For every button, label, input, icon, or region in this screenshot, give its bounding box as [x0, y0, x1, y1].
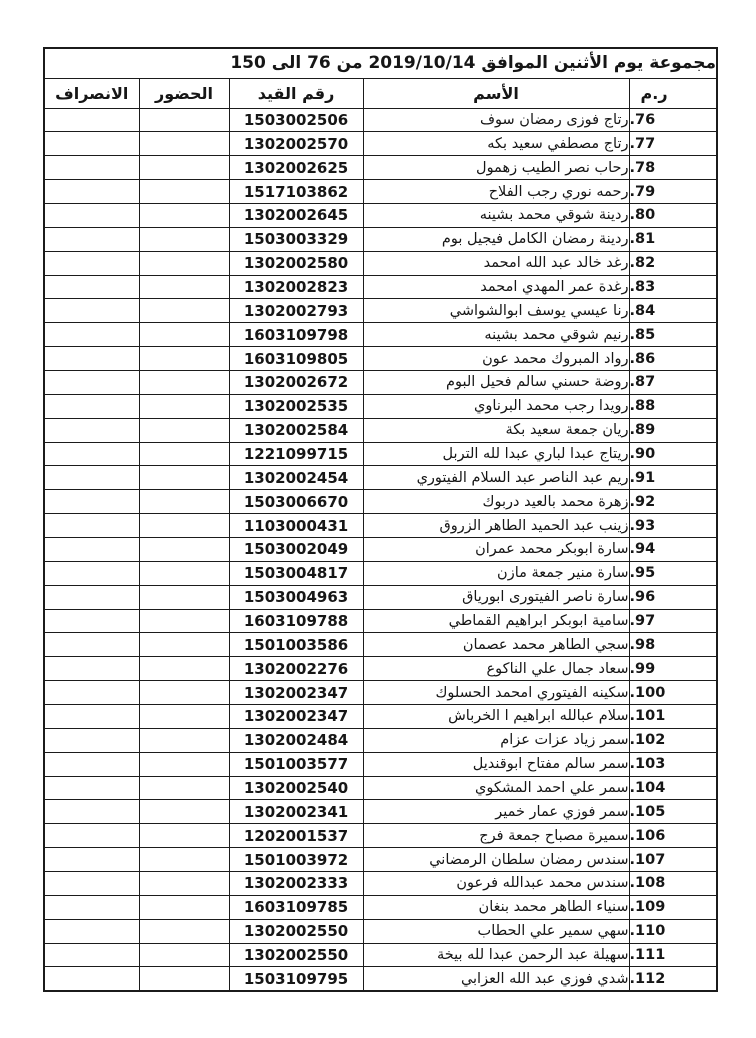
- row-serial-cell: 90.: [629, 442, 717, 466]
- row-attendance-cell: [139, 323, 229, 347]
- table-row: [44, 203, 717, 227]
- row-departure-cell: [44, 180, 139, 204]
- row-departure-cell: [44, 299, 139, 323]
- table-row: [44, 943, 717, 967]
- row-attendance-cell: [139, 132, 229, 156]
- row-attendance-cell: [139, 728, 229, 752]
- row-departure-cell: [44, 370, 139, 394]
- row-name-cell: سهي سمير علي الحطاب: [363, 919, 629, 943]
- row-regno-cell: 1603109805: [229, 347, 363, 371]
- row-name-cell: ريتاج عبدا لباري عبدا لله التربل: [363, 442, 629, 466]
- table-row: [44, 418, 717, 442]
- roster-body: [44, 108, 717, 991]
- row-name-cell: ردينة شوقي محمد بشينه: [363, 203, 629, 227]
- row-departure-cell: [44, 681, 139, 705]
- row-name-cell: سجي الطاهر محمد عصمان: [363, 633, 629, 657]
- row-attendance-cell: [139, 180, 229, 204]
- row-departure-cell: [44, 132, 139, 156]
- row-serial-cell: 112.: [629, 967, 717, 991]
- row-regno-cell: 1503004963: [229, 585, 363, 609]
- row-regno-cell: 1503006670: [229, 490, 363, 514]
- row-attendance-cell: [139, 633, 229, 657]
- row-regno-cell: 1603109798: [229, 323, 363, 347]
- row-attendance-cell: [139, 514, 229, 538]
- row-name-cell: زينب عبد الحميد الطاهر الزروق: [363, 514, 629, 538]
- row-name-cell: روضة حسني سالم فحيل البوم: [363, 370, 629, 394]
- table-row: [44, 585, 717, 609]
- row-regno-cell: 1302002276: [229, 657, 363, 681]
- row-serial-cell: 110.: [629, 919, 717, 943]
- row-regno-cell: 1501003577: [229, 752, 363, 776]
- row-attendance-cell: [139, 418, 229, 442]
- row-serial-cell: 85.: [629, 323, 717, 347]
- row-regno-cell: 1302002550: [229, 943, 363, 967]
- row-name-cell: رتاج فوزى رمضان سوف: [363, 108, 629, 132]
- row-name-cell: سندس محمد عبدالله فرعون: [363, 872, 629, 896]
- column-header-attendance: الحضور: [139, 78, 229, 108]
- row-departure-cell: [44, 418, 139, 442]
- table-row: [44, 776, 717, 800]
- row-regno-cell: 1302002535: [229, 394, 363, 418]
- row-attendance-cell: [139, 943, 229, 967]
- row-name-cell: زهرة محمد بالعيد دربوك: [363, 490, 629, 514]
- row-regno-cell: 1302002550: [229, 919, 363, 943]
- row-departure-cell: [44, 728, 139, 752]
- row-name-cell: سمر فوزي عمار خمير: [363, 800, 629, 824]
- row-attendance-cell: [139, 585, 229, 609]
- column-header-departure: الانصراف: [44, 78, 139, 108]
- row-serial-cell: 88.: [629, 394, 717, 418]
- row-departure-cell: [44, 585, 139, 609]
- row-name-cell: رغد خالد عبد الله امحمد: [363, 251, 629, 275]
- table-row: [44, 895, 717, 919]
- row-attendance-cell: [139, 872, 229, 896]
- row-serial-cell: 87.: [629, 370, 717, 394]
- row-departure-cell: [44, 800, 139, 824]
- table-row: [44, 227, 717, 251]
- table-row: [44, 370, 717, 394]
- row-attendance-cell: [139, 537, 229, 561]
- table-row: [44, 108, 717, 132]
- row-regno-cell: 1503109795: [229, 967, 363, 991]
- row-name-cell: رنيم شوقي محمد بشينه: [363, 323, 629, 347]
- row-regno-cell: 1603109785: [229, 895, 363, 919]
- table-row: [44, 156, 717, 180]
- row-regno-cell: 1302002584: [229, 418, 363, 442]
- row-departure-cell: [44, 919, 139, 943]
- row-serial-cell: 95.: [629, 561, 717, 585]
- row-serial-cell: 93.: [629, 514, 717, 538]
- row-departure-cell: [44, 967, 139, 991]
- row-name-cell: سارة ابوبكر محمد عمران: [363, 537, 629, 561]
- table-row: [44, 872, 717, 896]
- row-serial-cell: 108.: [629, 872, 717, 896]
- row-name-cell: رواد المبروك محمد عون: [363, 347, 629, 371]
- row-regno-cell: 1302002454: [229, 466, 363, 490]
- row-departure-cell: [44, 537, 139, 561]
- row-attendance-cell: [139, 800, 229, 824]
- row-name-cell: سلام عبالله ابراهيم ا الخرباش: [363, 704, 629, 728]
- column-header-regno: رقم القيد: [229, 78, 363, 108]
- row-serial-cell: 84.: [629, 299, 717, 323]
- row-attendance-cell: [139, 704, 229, 728]
- row-attendance-cell: [139, 275, 229, 299]
- table-title-row: [44, 48, 717, 78]
- row-name-cell: ردينة رمضان الكامل فيجيل بوم: [363, 227, 629, 251]
- row-attendance-cell: [139, 752, 229, 776]
- row-name-cell: ريم عبد الناصر عبد السلام الفيتوري: [363, 466, 629, 490]
- table-row: [44, 657, 717, 681]
- table-row: [44, 704, 717, 728]
- row-serial-cell: 79.: [629, 180, 717, 204]
- table-row: [44, 251, 717, 275]
- row-attendance-cell: [139, 370, 229, 394]
- row-attendance-cell: [139, 466, 229, 490]
- table-row: [44, 347, 717, 371]
- row-regno-cell: 1501003586: [229, 633, 363, 657]
- row-regno-cell: 1302002645: [229, 203, 363, 227]
- table-row: [44, 323, 717, 347]
- row-departure-cell: [44, 824, 139, 848]
- row-departure-cell: [44, 872, 139, 896]
- row-departure-cell: [44, 251, 139, 275]
- row-serial-cell: 100.: [629, 681, 717, 705]
- row-serial-cell: 91.: [629, 466, 717, 490]
- row-regno-cell: 1221099715: [229, 442, 363, 466]
- table-row: [44, 537, 717, 561]
- row-serial-cell: 107.: [629, 848, 717, 872]
- row-departure-cell: [44, 108, 139, 132]
- row-serial-cell: 94.: [629, 537, 717, 561]
- row-regno-cell: 1503003329: [229, 227, 363, 251]
- row-name-cell: سارة ناصر الفيتورى ابورياق: [363, 585, 629, 609]
- row-regno-cell: 1302002580: [229, 251, 363, 275]
- row-name-cell: رتاج مصطفي سعيد بكه: [363, 132, 629, 156]
- row-attendance-cell: [139, 442, 229, 466]
- row-name-cell: سميرة مصباح جمعة فرج: [363, 824, 629, 848]
- row-departure-cell: [44, 633, 139, 657]
- row-serial-cell: 101.: [629, 704, 717, 728]
- row-attendance-cell: [139, 347, 229, 371]
- row-attendance-cell: [139, 490, 229, 514]
- row-serial-cell: 76.: [629, 108, 717, 132]
- row-regno-cell: 1603109788: [229, 609, 363, 633]
- row-departure-cell: [44, 561, 139, 585]
- row-serial-cell: 81.: [629, 227, 717, 251]
- row-serial-cell: 99.: [629, 657, 717, 681]
- row-serial-cell: 80.: [629, 203, 717, 227]
- table-row: [44, 728, 717, 752]
- table-row: [44, 394, 717, 418]
- row-serial-cell: 78.: [629, 156, 717, 180]
- row-name-cell: رحمه نوري رجب الفلاح: [363, 180, 629, 204]
- row-departure-cell: [44, 156, 139, 180]
- row-serial-cell: 83.: [629, 275, 717, 299]
- row-departure-cell: [44, 895, 139, 919]
- row-departure-cell: [44, 466, 139, 490]
- attendance-roster-table: [43, 47, 718, 992]
- row-name-cell: سكينه الفيتوري امحمد الحسلوك: [363, 681, 629, 705]
- table-row: [44, 490, 717, 514]
- row-serial-cell: 77.: [629, 132, 717, 156]
- row-name-cell: سندس رمضان سلطان الرمضاني: [363, 848, 629, 872]
- table-row: [44, 561, 717, 585]
- row-departure-cell: [44, 514, 139, 538]
- row-regno-cell: 1503002506: [229, 108, 363, 132]
- row-attendance-cell: [139, 776, 229, 800]
- row-regno-cell: 1302002347: [229, 681, 363, 705]
- row-regno-cell: 1103000431: [229, 514, 363, 538]
- row-serial-cell: 104.: [629, 776, 717, 800]
- table-row: [44, 299, 717, 323]
- table-row: [44, 466, 717, 490]
- row-serial-cell: 86.: [629, 347, 717, 371]
- table-row: [44, 681, 717, 705]
- row-regno-cell: 1302002823: [229, 275, 363, 299]
- row-serial-cell: 98.: [629, 633, 717, 657]
- row-attendance-cell: [139, 156, 229, 180]
- row-serial-cell: 109.: [629, 895, 717, 919]
- row-regno-cell: 1302002347: [229, 704, 363, 728]
- row-serial-cell: 96.: [629, 585, 717, 609]
- row-departure-cell: [44, 347, 139, 371]
- table-row: [44, 800, 717, 824]
- row-regno-cell: 1302002540: [229, 776, 363, 800]
- table-row: [44, 848, 717, 872]
- table-row: [44, 752, 717, 776]
- row-regno-cell: 1501003972: [229, 848, 363, 872]
- row-departure-cell: [44, 704, 139, 728]
- row-serial-cell: 106.: [629, 824, 717, 848]
- row-departure-cell: [44, 609, 139, 633]
- row-attendance-cell: [139, 299, 229, 323]
- row-departure-cell: [44, 657, 139, 681]
- row-departure-cell: [44, 442, 139, 466]
- row-name-cell: رغدة عمر المهدي امحمد: [363, 275, 629, 299]
- row-regno-cell: 1302002484: [229, 728, 363, 752]
- row-attendance-cell: [139, 657, 229, 681]
- row-departure-cell: [44, 776, 139, 800]
- row-name-cell: سعاد جمال علي الناكوع: [363, 657, 629, 681]
- table-row: [44, 919, 717, 943]
- row-name-cell: سمر زياد عزات عزام: [363, 728, 629, 752]
- row-attendance-cell: [139, 227, 229, 251]
- row-regno-cell: 1302002625: [229, 156, 363, 180]
- table-row: [44, 180, 717, 204]
- row-attendance-cell: [139, 895, 229, 919]
- table-row: [44, 609, 717, 633]
- row-regno-cell: 1503002049: [229, 537, 363, 561]
- row-name-cell: رنا عيسي يوسف ابوالشواشي: [363, 299, 629, 323]
- row-name-cell: رويدا رجب محمد البرناوي: [363, 394, 629, 418]
- table-row: [44, 442, 717, 466]
- row-regno-cell: 1302002333: [229, 872, 363, 896]
- row-regno-cell: 1302002341: [229, 800, 363, 824]
- table-row: [44, 967, 717, 991]
- row-attendance-cell: [139, 681, 229, 705]
- row-departure-cell: [44, 323, 139, 347]
- row-regno-cell: 1302002570: [229, 132, 363, 156]
- row-departure-cell: [44, 394, 139, 418]
- row-attendance-cell: [139, 251, 229, 275]
- row-serial-cell: 105.: [629, 800, 717, 824]
- row-departure-cell: [44, 275, 139, 299]
- row-departure-cell: [44, 752, 139, 776]
- table-row: [44, 514, 717, 538]
- row-regno-cell: 1202001537: [229, 824, 363, 848]
- row-attendance-cell: [139, 108, 229, 132]
- row-attendance-cell: [139, 203, 229, 227]
- row-name-cell: سمر علي احمد المشكوي: [363, 776, 629, 800]
- row-attendance-cell: [139, 848, 229, 872]
- row-departure-cell: [44, 848, 139, 872]
- row-serial-cell: 97.: [629, 609, 717, 633]
- row-serial-cell: 103.: [629, 752, 717, 776]
- row-attendance-cell: [139, 609, 229, 633]
- row-serial-cell: 102.: [629, 728, 717, 752]
- row-regno-cell: 1302002672: [229, 370, 363, 394]
- row-name-cell: سارة منير جمعة مازن: [363, 561, 629, 585]
- row-name-cell: سهيلة عبد الرحمن عبدا لله بيخة: [363, 943, 629, 967]
- row-serial-cell: 111.: [629, 943, 717, 967]
- row-attendance-cell: [139, 824, 229, 848]
- row-departure-cell: [44, 490, 139, 514]
- row-regno-cell: 1503004817: [229, 561, 363, 585]
- table-row: [44, 824, 717, 848]
- table-row: [44, 633, 717, 657]
- column-header-name: الأسم: [363, 78, 629, 108]
- row-name-cell: ريان جمعة سعيد بكة: [363, 418, 629, 442]
- row-attendance-cell: [139, 394, 229, 418]
- column-header-serial: ر.م: [629, 78, 717, 108]
- column-header-row: [44, 78, 717, 108]
- row-serial-cell: 92.: [629, 490, 717, 514]
- table-row: [44, 275, 717, 299]
- row-departure-cell: [44, 203, 139, 227]
- row-regno-cell: 1517103862: [229, 180, 363, 204]
- row-attendance-cell: [139, 919, 229, 943]
- row-name-cell: سامية ابوبكر ابراهيم القماطي: [363, 609, 629, 633]
- table-row: [44, 132, 717, 156]
- row-departure-cell: [44, 227, 139, 251]
- row-attendance-cell: [139, 967, 229, 991]
- row-departure-cell: [44, 943, 139, 967]
- row-name-cell: سمر سالم مفتاح ابوقنديل: [363, 752, 629, 776]
- row-regno-cell: 1302002793: [229, 299, 363, 323]
- row-serial-cell: 82.: [629, 251, 717, 275]
- table-title: مجموعة يوم الأثنين الموافق 2019/10/14 من 76 الى 150: [44, 48, 717, 78]
- row-attendance-cell: [139, 561, 229, 585]
- row-name-cell: رحاب نصر الطيب زهمول: [363, 156, 629, 180]
- row-serial-cell: 89.: [629, 418, 717, 442]
- row-name-cell: شدي فوزي عبد الله العزابي: [363, 967, 629, 991]
- row-name-cell: سنياء الطاهر محمد بنغان: [363, 895, 629, 919]
